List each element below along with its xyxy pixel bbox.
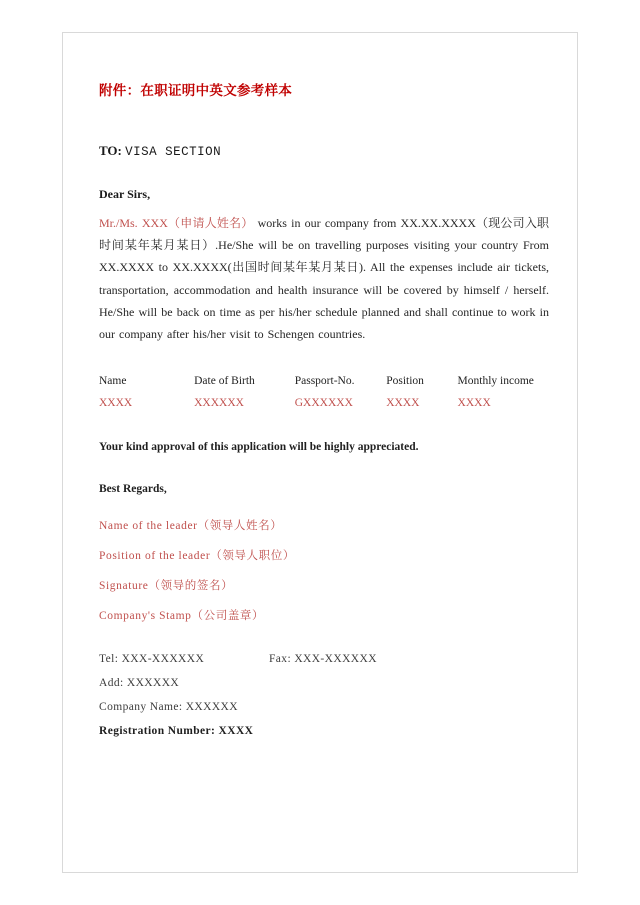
table-cell-position: XXXX — [386, 396, 420, 409]
applicant-table — [99, 371, 549, 415]
table-header-row — [99, 371, 549, 393]
signature-company-stamp: Company's Stamp（公司盖章） — [99, 609, 265, 622]
body-segment-4: back on time as per his/her schedule planned and shall continue to work in our company after his/her visit to Schengen countries. — [99, 304, 550, 341]
table-cell-name: XXXX — [99, 396, 133, 409]
contact-tel: Tel: XXX-XXXXXX — [99, 652, 205, 665]
table-cell-dob: XXXXXX — [194, 396, 244, 409]
recipient-line — [99, 143, 549, 159]
spacer — [99, 637, 549, 653]
salutation: Dear Sirs, — [99, 187, 151, 201]
document-page — [62, 32, 578, 873]
body-segment-3: All the expenses include air tickets, transportation, accommodation and health insurance will be covered by himself / herself. He/She will be — [99, 260, 549, 319]
table-cell-income: XXXX — [457, 396, 491, 409]
table-header-income: Monthly income — [457, 375, 534, 388]
document-body — [99, 79, 549, 749]
table-row — [99, 393, 549, 415]
recipient-value: VISA SECTION — [125, 145, 222, 159]
contact-fax: Fax: XXX-XXXXXX — [269, 652, 377, 665]
table-header-name: Name — [99, 375, 127, 388]
contact-address: Add: XXXXXX — [99, 676, 180, 689]
table-header-position: Position — [386, 375, 424, 388]
signature-leader-signature: Signature（领导的签名） — [99, 579, 234, 592]
contact-registration-number: Registration Number: XXXX — [99, 724, 254, 737]
signature-leader-position: Position of the leader（领导人职位） — [99, 549, 295, 562]
body-segment-2: works in our company from XX.XX.XXXX（现公司入职时间某年某月某日）.He/She will be on travelling purposes visiting your country From XX.XXXX to XX.XXXX(出国时间某年某月某日). — [99, 216, 550, 275]
body-segment-1: Mr./Ms. XXX（申请人姓名） — [99, 216, 254, 230]
closing-regards: Best Regards, — [99, 482, 167, 495]
recipient-label: TO: — [99, 143, 122, 158]
body-paragraph — [99, 212, 549, 345]
contact-tel-fax-row — [99, 653, 549, 665]
approval-statement: Your kind approval of this application will be highly appreciated. — [99, 440, 419, 453]
table-header-dob: Date of Birth — [194, 375, 255, 388]
contact-company-name: Company Name: XXXXXX — [99, 700, 238, 713]
table-cell-passport: GXXXXXX — [294, 396, 353, 409]
table-header-passport: Passport-No. — [294, 375, 355, 388]
signature-leader-name: Name of the leader（领导人姓名） — [99, 519, 283, 532]
page-title: 附件：在职证明中英文参考样本 — [99, 83, 293, 98]
